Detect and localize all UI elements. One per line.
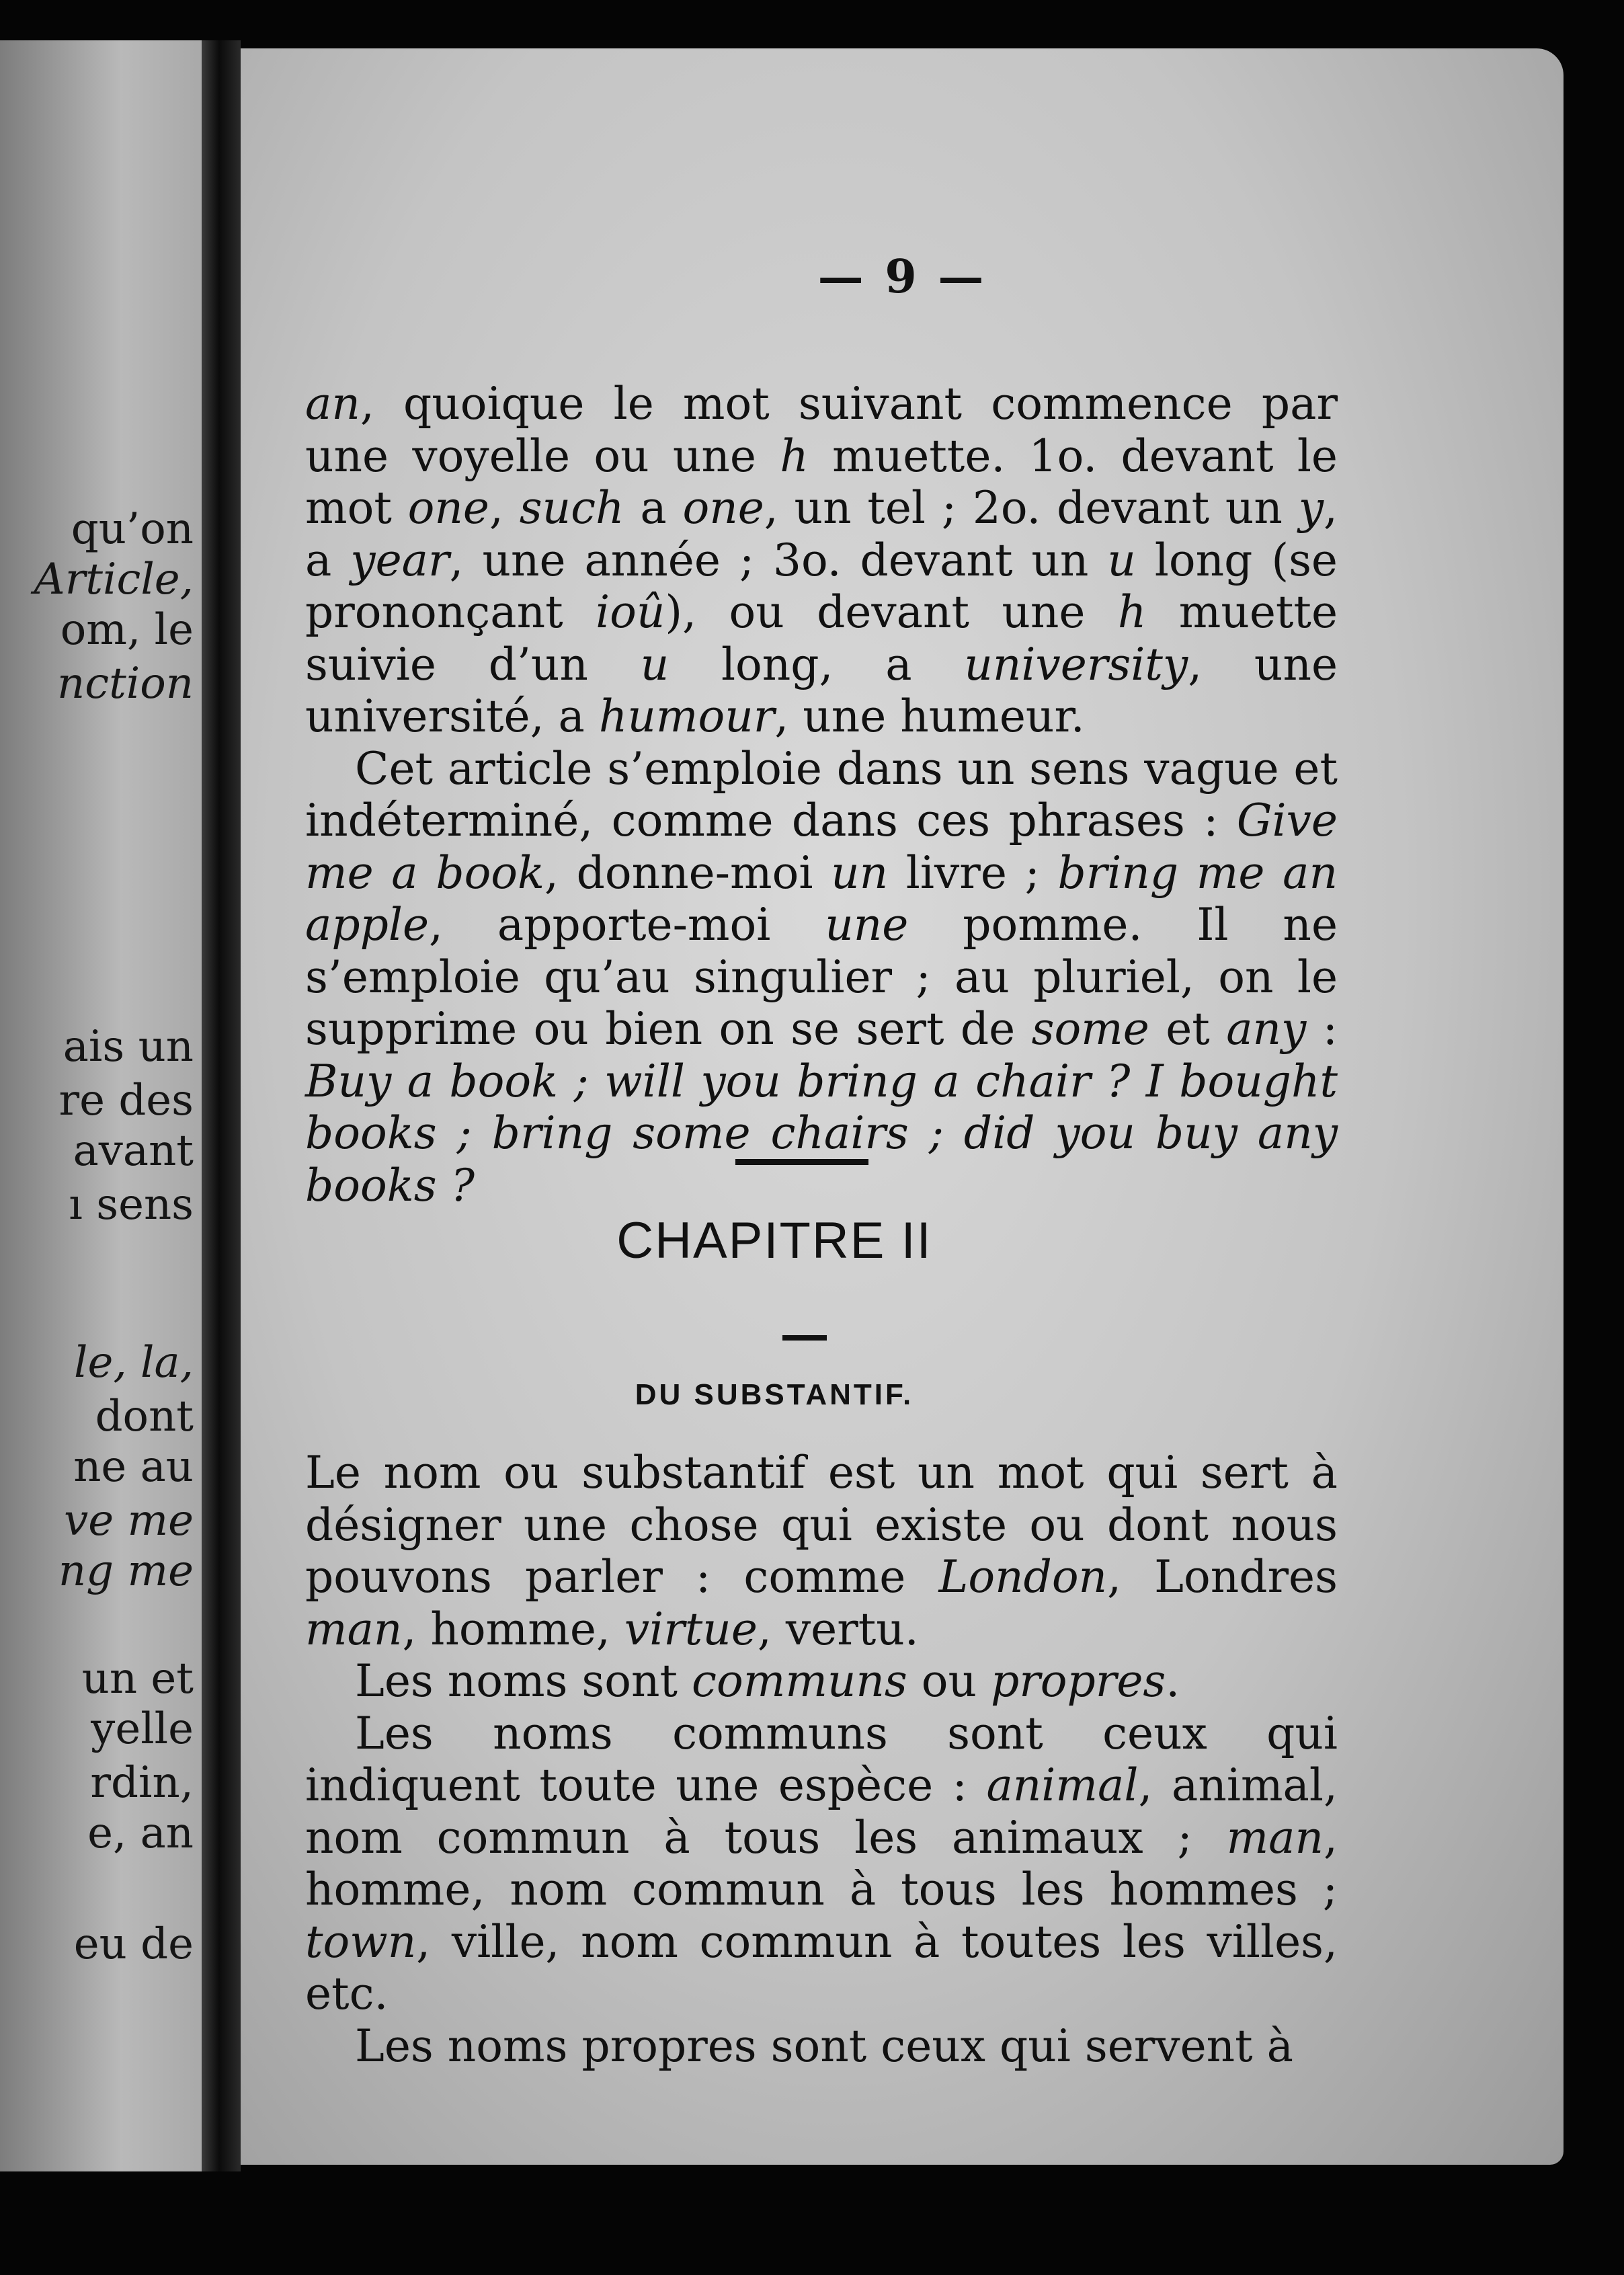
- text-run: , homme,: [402, 1603, 624, 1655]
- left-page-line: le, la,: [74, 1338, 194, 1388]
- left-page-line: qu’on: [71, 504, 194, 554]
- italic-run: un: [831, 846, 889, 899]
- text-run: long, a: [669, 638, 965, 690]
- text-run: , une année ; 3o. devant un: [449, 534, 1108, 586]
- left-page-line: ve me: [64, 1496, 194, 1546]
- text-run: long (se prononçant: [305, 534, 1338, 638]
- italic-run: propres: [991, 1655, 1166, 1707]
- left-page-fragment: [0, 40, 202, 2171]
- italic-run: h: [1117, 586, 1147, 638]
- left-page-line: e, an: [87, 1808, 194, 1858]
- section-title: DU SUBSTANTIF.: [635, 1378, 914, 1411]
- italic-run: any: [1226, 1003, 1307, 1055]
- left-page-line: ais un: [63, 1022, 194, 1072]
- paragraph: [305, 1708, 1338, 2020]
- text-run: , a: [305, 482, 1338, 586]
- text-run: , homme, nom commun à tous les hommes ;: [305, 1811, 1338, 1915]
- right-page: [241, 48, 1564, 2165]
- left-page-line: nction: [57, 659, 194, 709]
- text-run: muette. 1o. devant le mot: [305, 430, 1338, 534]
- italic-run: bring me an apple: [305, 846, 1338, 951]
- left-page-line: avant: [73, 1126, 194, 1176]
- italic-run: Buy a book ; will you bring a chair ? I bought books ; bring some chairs ; did you buy any books ?: [305, 1055, 1338, 1211]
- left-page-line: re des: [58, 1076, 194, 1125]
- italic-run: London: [938, 1551, 1108, 1603]
- italic-run: y: [1298, 482, 1324, 534]
- substantif-paragraphs: [305, 1447, 1338, 2072]
- text-run: Les noms communs sont ceux qui indiquent toute une espèce :: [305, 1707, 1338, 1811]
- paragraph: [305, 2020, 1338, 2073]
- italic-run: year: [350, 534, 450, 586]
- text-run: ou: [907, 1655, 991, 1707]
- paragraph: [305, 743, 1338, 1212]
- text-run: , vertu.: [757, 1603, 919, 1655]
- text-run: , Londres: [1107, 1551, 1338, 1603]
- paragraph: [305, 1655, 1338, 1708]
- italic-run: ioû: [596, 586, 665, 638]
- text-run: , ville, nom commun à toutes les villes, etc.: [305, 1915, 1338, 2020]
- text-run: .: [1166, 1655, 1180, 1707]
- chapter-title: CHAPITRE II: [616, 1212, 932, 1269]
- italic-run: town: [305, 1915, 417, 1968]
- left-page-line: eu de: [73, 1919, 194, 1969]
- text-run: Le nom ou substantif est un mot qui sert à désigner une chose qui existe ou dont nous pouvons parler : comme: [305, 1447, 1338, 1603]
- text-run: ,: [489, 482, 520, 534]
- text-run: , une humeur.: [774, 690, 1085, 742]
- text-run: , quoique le mot suivant commence par une voyelle ou une: [305, 378, 1338, 482]
- italic-run: h: [780, 430, 809, 482]
- italic-run: animal: [986, 1759, 1139, 1811]
- text-run: muette suivie d’un: [305, 586, 1338, 690]
- italic-run: une: [825, 899, 909, 951]
- italic-run: virtue: [624, 1603, 758, 1655]
- italic-run: one: [682, 482, 764, 534]
- italic-run: an: [305, 378, 360, 430]
- paragraph: [305, 1447, 1338, 1655]
- text-run: Les noms propres sont ceux qui servent à: [355, 2020, 1294, 2072]
- italic-run: some: [1031, 1003, 1149, 1055]
- text-run: , apporte-moi: [429, 899, 825, 951]
- left-page-line: rdin,: [90, 1758, 194, 1808]
- article-paragraphs: [305, 378, 1338, 1211]
- left-page-line: ne au: [73, 1442, 194, 1492]
- left-page-line: ı sens: [69, 1180, 194, 1230]
- italic-run: man: [305, 1603, 403, 1655]
- text-run: ), ou devant une: [665, 586, 1118, 638]
- text-run: :: [1306, 1003, 1338, 1055]
- text-run: a: [624, 482, 683, 534]
- italic-run: man: [1226, 1811, 1324, 1864]
- italic-run: u: [1107, 534, 1136, 586]
- text-run: , un tel ; 2o. devant un: [764, 482, 1299, 534]
- left-page-line: yelle: [91, 1704, 194, 1754]
- left-page-line: ng me: [58, 1546, 194, 1596]
- left-page-line: om, le: [60, 605, 194, 655]
- italic-run: Give me a book: [305, 795, 1338, 899]
- italic-run: university: [964, 638, 1188, 690]
- page-number: — 9 —: [817, 250, 987, 304]
- italic-run: one: [407, 482, 489, 534]
- italic-run: such: [519, 482, 624, 534]
- paragraph: [305, 378, 1338, 743]
- book-gutter: [202, 40, 241, 2171]
- chapter-rule-bottom: [782, 1335, 827, 1341]
- text-run: , donne-moi: [544, 846, 831, 899]
- italic-run: communs: [692, 1655, 907, 1707]
- left-page-line: dont: [95, 1392, 194, 1441]
- left-page-line: un et: [81, 1654, 194, 1704]
- text-run: , animal, nom commun à tous les animaux ;: [305, 1759, 1338, 1864]
- italic-run: u: [640, 638, 669, 690]
- text-run: pomme. Il ne s’emploie qu’au singulier ; au pluriel, on le supprime ou bien on se sert de: [305, 899, 1338, 1055]
- left-page-line: Article,: [34, 555, 194, 604]
- text-run: et: [1149, 1003, 1227, 1055]
- chapter-rule-top: [735, 1159, 868, 1165]
- text-run: , une université, a: [305, 638, 1338, 742]
- text-run: Cet article s’emploie dans un sens vague et indéterminé, comme dans ces phrases :: [305, 742, 1338, 846]
- text-run: Les noms sont: [355, 1655, 692, 1707]
- text-run: livre ;: [888, 846, 1058, 899]
- italic-run: humour: [598, 690, 775, 742]
